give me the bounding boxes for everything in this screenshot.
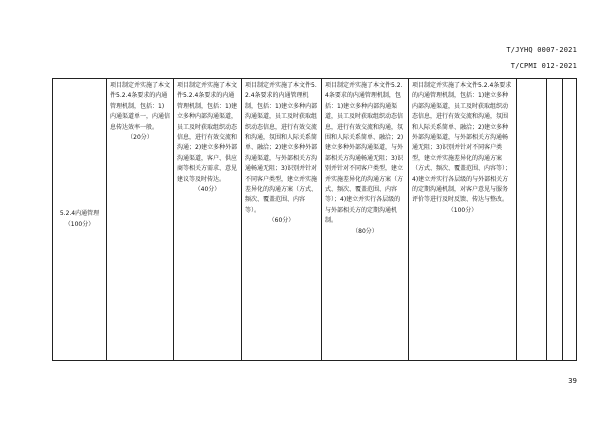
standard-code-2: T/CPMI 012-2021 — [510, 62, 577, 70]
level-1-text: 项目制定并实施了本文件5.2.4条要求的内通管理机制，包括：1)内通渠道单一，内通信息传达效率一般。 — [110, 82, 171, 131]
requirements-table — [52, 78, 577, 361]
level-cell-4 — [322, 79, 409, 361]
empty-cell — [547, 79, 563, 361]
clause-cell — [53, 79, 107, 361]
level-2-score: （40分） — [194, 186, 221, 194]
empty-cell — [517, 79, 547, 361]
level-cell-3 — [242, 79, 322, 361]
empty-cell — [563, 79, 577, 361]
level-5-score: （100分） — [447, 206, 478, 214]
table-row — [53, 79, 577, 361]
level-3-score: （60分） — [268, 217, 295, 225]
level-4-score: （80分） — [352, 227, 378, 235]
level-cell-2 — [174, 79, 242, 361]
clause-label: 5.2.4内通管理 — [59, 210, 100, 218]
level-2-text: 项目制定并实施了本文件5.2.4条要求的内通管理机制，包括：1)建立多种内部沟通渠道，员工及时获取组织动态信息，进行有效交流和沟通；2)建立多种外部沟通渠道，客户、供应商等相关方需求、意见建议等及时传达。 — [177, 82, 238, 183]
page-number: 39 — [568, 377, 577, 385]
level-3-text: 项目制定并实施了本文件5.2.4条要求的内通管理机制，包括：1)建立多种内部沟通渠道，员工及时获取组织动态信息，进行有效交流和沟通，氛围和人际关系简单、融洽；2)建立多种外部沟通渠道，与外部相关方沟通畅通无阻；3)识别并针对不同客户类型，建立并实施差异化的沟通方案（方式、频次、覆盖范围、内容等）。 — [245, 82, 318, 214]
standard-code-1: T/JYHQ 0007-2021 — [506, 46, 577, 54]
level-1-score: （20分） — [127, 134, 153, 142]
clause-total-score: （100分） — [64, 220, 95, 228]
level-cell-1 — [107, 79, 174, 361]
level-cell-5 — [409, 79, 517, 361]
level-5-text: 项目制定并实施了本文件5.2.4条要求的内通管理机制，包括：1)建立多种内部沟通渠道，员工及时获取组织动态信息，进行有效交流和沟通，氛围和人际关系简单、融洽；2)建立多种外部沟通渠道，与外部相关方沟通畅通无阻；3)识别并针对不同客户类型，建立并实施差异化的沟通方案（方式、频次、覆盖范围、内容等）；4)建立并实行各层级的与外部相关方的定期沟通机制，对客户意见与服务评价等进行及时反馈、传达与整改。 — [412, 82, 512, 204]
level-4-text: 项目制定并实施了本文件5.2.4条要求的内通管理机制，包括：1)建立多种内部沟通渠道，员工及时获取组织动态信息，进行有效交流和沟通，氛围和人际关系简单、融洽；2)建立多种外部沟通渠道，与外部相关方沟通畅通无阻；3)识别并针对不同客户类型，建立并实施差异化的沟通方案（方式、频次、覆盖范围、内容等）；4)建立并实行各层级的与外部相关方的定期沟通机制。 — [325, 82, 404, 225]
